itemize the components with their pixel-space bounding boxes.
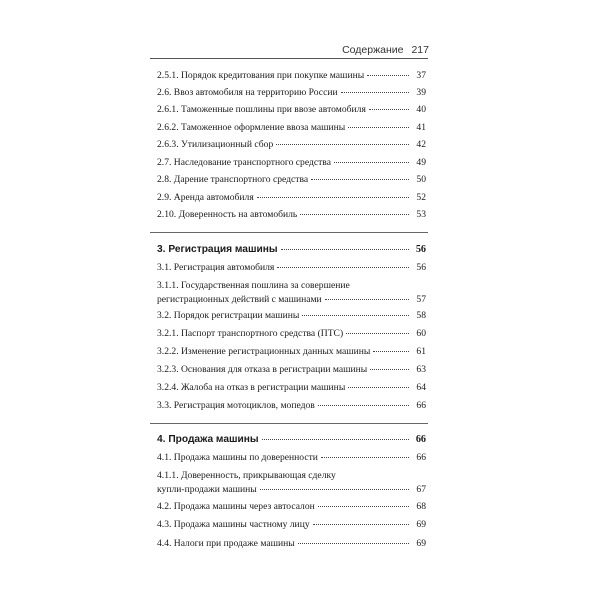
toc-entry[interactable] <box>157 139 426 150</box>
toc-entry[interactable] <box>157 262 426 273</box>
section-divider <box>150 423 428 424</box>
leader-dots <box>277 267 409 268</box>
running-head-page-number: 217 <box>411 44 429 56</box>
toc-entry-title: 2.6.2. Таможенное оформление ввоза машины <box>157 122 346 133</box>
leader-dots <box>346 333 409 334</box>
leader-dots <box>313 524 409 525</box>
toc-entry[interactable] <box>157 122 426 133</box>
toc-entry[interactable] <box>157 519 426 530</box>
toc-entry[interactable] <box>157 70 426 81</box>
toc-chapter[interactable] <box>157 244 426 255</box>
leader-dots <box>276 144 409 145</box>
toc-entry-title: 4.3. Продажа машины частному лицу <box>157 519 310 530</box>
toc-entry-page: 60 <box>416 328 426 339</box>
toc-entry-title: 2.9. Аренда автомобиля <box>157 192 254 203</box>
toc-entry-title: 2.7. Наследование транспортного средства <box>157 157 331 168</box>
toc-entry-title-line1: 3.1.1. Государственная пошлина за совершение <box>157 280 350 291</box>
toc-entry-page: 56 <box>415 244 426 255</box>
toc-entry-page: 68 <box>416 501 426 512</box>
toc-entry[interactable] <box>157 346 426 357</box>
toc-entry-page: 58 <box>416 310 426 321</box>
toc-entry-page: 61 <box>416 346 426 357</box>
leader-dots <box>300 214 409 215</box>
leader-dots <box>334 162 409 163</box>
toc-entry-title: 2.6. Ввоз автомобиля на территорию России <box>157 87 338 98</box>
toc-entry-page: 64 <box>416 382 426 393</box>
toc-entry-page: 56 <box>416 262 426 273</box>
toc-entry-page: 41 <box>416 122 426 133</box>
toc-entry-page: 66 <box>415 434 426 445</box>
toc-entry[interactable] <box>157 209 426 220</box>
toc-entry-title: 2.6.1. Таможенные пошлины при ввозе автомобиля <box>157 104 366 115</box>
toc-entry-title: 3.2.1. Паспорт транспортного средства (ПТС) <box>157 328 344 339</box>
toc-entry[interactable] <box>157 382 426 393</box>
toc-entry[interactable] <box>157 470 426 495</box>
toc-entry[interactable] <box>157 310 426 321</box>
toc-chapter[interactable] <box>157 434 426 445</box>
toc-entry-page: 37 <box>416 70 426 81</box>
toc-entry-page: 67 <box>416 484 426 495</box>
toc-entry-title: 3.2.4. Жалоба на отказ в регистрации машины <box>157 382 346 393</box>
leader-dots <box>370 369 409 370</box>
toc-entry[interactable] <box>157 501 426 512</box>
toc-entry-page: 50 <box>416 174 426 185</box>
leader-dots <box>367 75 409 76</box>
leader-dots <box>321 457 409 458</box>
leader-dots <box>325 299 409 300</box>
header-rule <box>150 58 428 59</box>
toc-entry-page: 66 <box>416 400 426 411</box>
toc-entry-page: 63 <box>416 364 426 375</box>
toc-entry-title: 4.4. Налоги при продаже машины <box>157 538 295 549</box>
toc-entry-title: регистрационных действий с машинами <box>157 294 322 305</box>
toc-entry-title: 4.1. Продажа машины по доверенности <box>157 452 318 463</box>
leader-dots <box>369 109 409 110</box>
toc-entry-title-line1: 4.1.1. Доверенность, прикрывающая сделку <box>157 470 336 481</box>
toc-entry[interactable] <box>157 452 426 463</box>
toc-entry-page: 66 <box>416 452 426 463</box>
toc-entry-title: 3.2.2. Изменение регистрационных данных машины <box>157 346 371 357</box>
toc-entry-title: 4.2. Продажа машины через автосалон <box>157 501 315 512</box>
toc-entry[interactable] <box>157 192 426 203</box>
toc-entry[interactable] <box>157 174 426 185</box>
toc-entry-title: 2.6.3. Утилизационный сбор <box>157 139 274 150</box>
toc-entry-title: купли-продажи машины <box>157 484 257 495</box>
leader-dots <box>257 197 409 198</box>
toc-entry-title: 2.10. Доверенность на автомобиль <box>157 209 298 220</box>
toc-entry-page: 39 <box>416 87 426 98</box>
toc-entry-title: 3.1. Регистрация автомобиля <box>157 262 275 273</box>
leader-dots <box>311 179 409 180</box>
leader-dots <box>318 405 409 406</box>
leader-dots <box>373 351 409 352</box>
toc-chapter-title: 4. Продажа машины <box>157 434 259 445</box>
toc-chapter-title: 3. Регистрация машины <box>157 244 278 255</box>
toc-entry[interactable] <box>157 538 426 549</box>
leader-dots <box>260 489 409 490</box>
toc-entry-page: 57 <box>416 294 426 305</box>
toc-entry-title: 3.2. Порядок регистрации машины <box>157 310 300 321</box>
leader-dots <box>281 249 409 250</box>
toc-entry-title: 3.3. Регистрация мотоциклов, мопедов <box>157 400 315 411</box>
running-head <box>342 44 429 56</box>
toc-entry-title: 2.5.1. Порядок кредитования при покупке машины <box>157 70 365 81</box>
toc-entry-page: 69 <box>416 519 426 530</box>
toc-entry-page: 69 <box>416 538 426 549</box>
leader-dots <box>262 439 409 440</box>
toc-entry[interactable] <box>157 328 426 339</box>
toc-entry-page: 53 <box>416 209 426 220</box>
leader-dots <box>348 387 409 388</box>
toc-entry-page: 40 <box>416 104 426 115</box>
toc-entry-title: 2.8. Дарение транспортного средства <box>157 174 309 185</box>
toc-entry-page: 49 <box>416 157 426 168</box>
toc-entry[interactable] <box>157 157 426 168</box>
toc-entry-title: 3.2.3. Основания для отказа в регистрации машины <box>157 364 368 375</box>
leader-dots <box>341 92 409 93</box>
leader-dots <box>348 127 409 128</box>
running-head-section: Содержание <box>342 44 404 56</box>
toc-entry[interactable] <box>157 104 426 115</box>
toc-entry-page: 52 <box>416 192 426 203</box>
toc-entry[interactable] <box>157 364 426 375</box>
toc-entry[interactable] <box>157 400 426 411</box>
toc-entry[interactable] <box>157 280 426 305</box>
section-divider <box>150 232 428 233</box>
leader-dots <box>298 543 409 544</box>
leader-dots <box>318 506 409 507</box>
leader-dots <box>302 315 409 316</box>
toc-entry[interactable] <box>157 87 426 98</box>
toc-entry-page: 42 <box>416 139 426 150</box>
